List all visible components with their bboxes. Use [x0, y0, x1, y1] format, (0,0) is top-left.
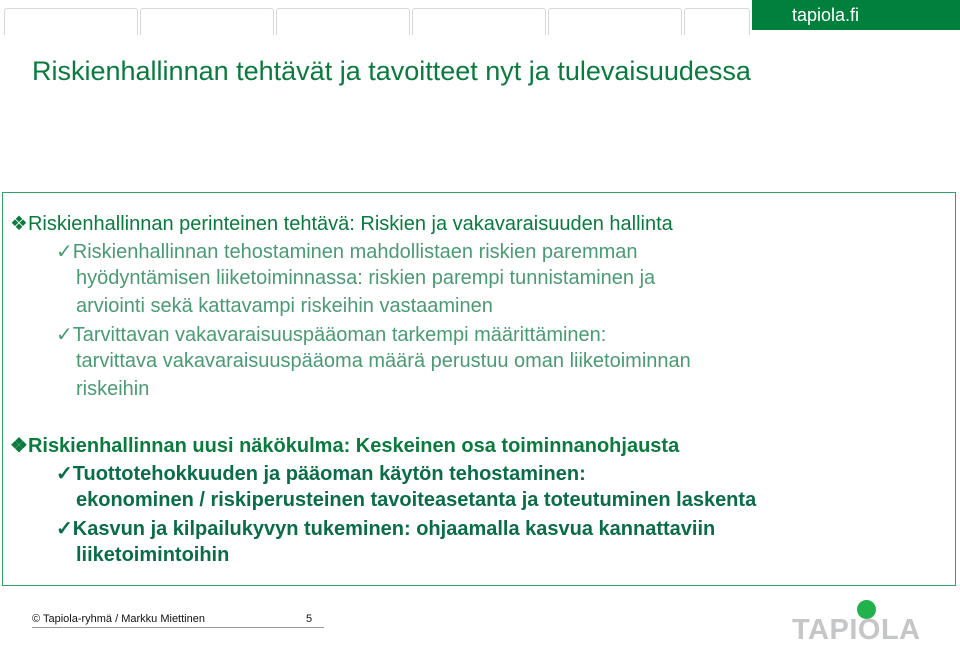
- checkmark-icon: ✓: [56, 463, 73, 485]
- footer-divider: [32, 627, 324, 628]
- tab-4: [412, 8, 546, 35]
- checkmark-icon: ✓: [56, 324, 73, 346]
- section-heading-text: Riskienhallinnan perinteinen tehtävä: Riskien ja vakavaraisuuden hallinta: [27, 213, 673, 235]
- checkmark-icon: ✓: [56, 241, 73, 263]
- list-item-continuation: tarvittava vakavaraisuuspääoma määrä perustuu oman liiketoiminnan: [76, 350, 691, 372]
- list-item: [56, 322, 606, 347]
- brand-tab: [752, 0, 960, 30]
- footer-copyright: © Tapiola-ryhmä / Markku Miettinen: [32, 613, 205, 625]
- list-item-text: Tuottotehokkuuden ja pääoman käytön tehostaminen:: [72, 463, 586, 485]
- tab-6: [684, 8, 750, 35]
- list-item-continuation: arviointi sekä kattavampi riskeihin vastaaminen: [76, 295, 493, 317]
- list-item-text: Kasvun ja kilpailukyvyn tukeminen: ohjaamalla kasvua kannattaviin: [72, 518, 716, 540]
- section-heading-1: [10, 211, 673, 236]
- slide-title: Riskienhallinnan tehtävät ja tavoitteet nyt ja tulevaisuudessa: [32, 56, 751, 86]
- company-logo: TAPIOLA: [792, 614, 921, 646]
- page-number: 5: [306, 613, 313, 625]
- tab-2: [140, 8, 274, 35]
- list-item: [56, 239, 638, 264]
- list-item-text: Riskienhallinnan tehostaminen mahdollistaen riskien paremman: [72, 241, 638, 263]
- tab-1: [4, 8, 138, 35]
- diamond-bullet-icon: ❖: [10, 213, 28, 235]
- section-heading-2: [10, 433, 679, 458]
- list-item-continuation: ekonominen / riskiperusteinen tavoiteasetanta ja toteutuminen laskenta: [76, 489, 757, 511]
- diamond-bullet-icon: ❖: [10, 435, 28, 457]
- tab-3: [276, 8, 410, 35]
- section-heading-text: Riskienhallinnan uusi näkökulma: Keskeinen osa toiminnanohjausta: [27, 435, 680, 457]
- tab-5: [548, 8, 682, 35]
- list-item-continuation: riskeihin: [76, 378, 150, 400]
- checkmark-icon: ✓: [56, 518, 73, 540]
- list-item-continuation: hyödyntämisen liiketoiminnassa: riskien parempi tunnistaminen ja: [76, 267, 656, 289]
- list-item-text: Tarvittavan vakavaraisuuspääoman tarkempi määrittäminen:: [72, 324, 607, 346]
- brand-label: tapiola.fi: [792, 5, 860, 25]
- list-item: [56, 516, 715, 541]
- list-item-continuation: liiketoimintoihin: [76, 544, 230, 566]
- list-item: [56, 461, 586, 486]
